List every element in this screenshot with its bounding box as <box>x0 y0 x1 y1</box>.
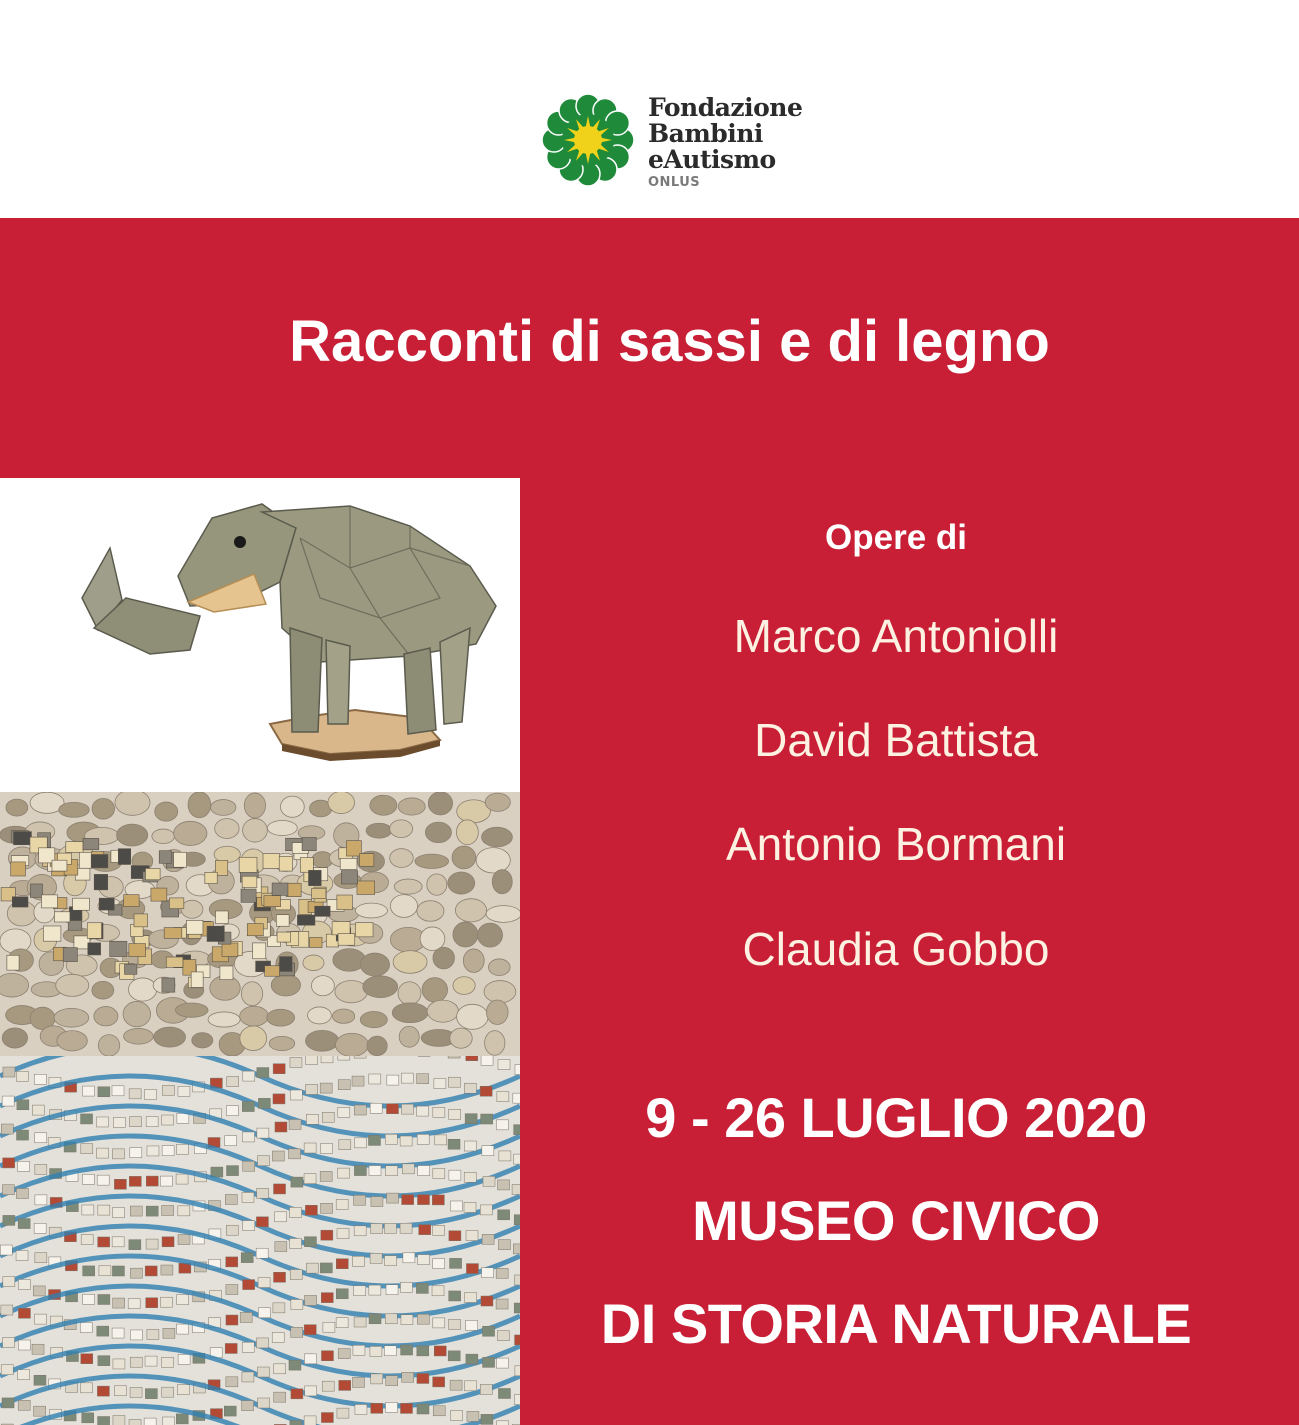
artist-name: David Battista <box>754 714 1038 766</box>
logo-onlus: ONLUS <box>648 175 701 190</box>
artwork-photos <box>0 478 520 1425</box>
artist-name: Marco Antoniolli <box>733 610 1059 662</box>
pebble-mosaic-photo <box>0 792 520 1056</box>
logo-text-line2: Bambini <box>648 119 763 148</box>
venue-line2: DI STORIA NATURALE <box>600 1292 1192 1355</box>
logo-text-line3: eAutismo <box>648 145 776 174</box>
exhibition-title: Racconti di sassi e di legno <box>289 309 1050 374</box>
tile-mosaic-photo <box>0 1056 520 1425</box>
header <box>0 0 1299 218</box>
artist-name: Claudia Gobbo <box>742 923 1050 975</box>
artist-name: Antonio Bormani <box>725 818 1067 870</box>
logo-rosette-icon <box>538 90 638 190</box>
credits-heading: Opere di <box>825 518 967 557</box>
wooden-elephant-photo <box>0 478 520 792</box>
logo-text-line1: Fondazione <box>648 93 803 122</box>
venue-line1: MUSEO CIVICO <box>692 1189 1100 1252</box>
event-dates: 9 - 26 LUGLIO 2020 <box>645 1086 1147 1149</box>
foundation-logo-emblem <box>538 90 638 190</box>
